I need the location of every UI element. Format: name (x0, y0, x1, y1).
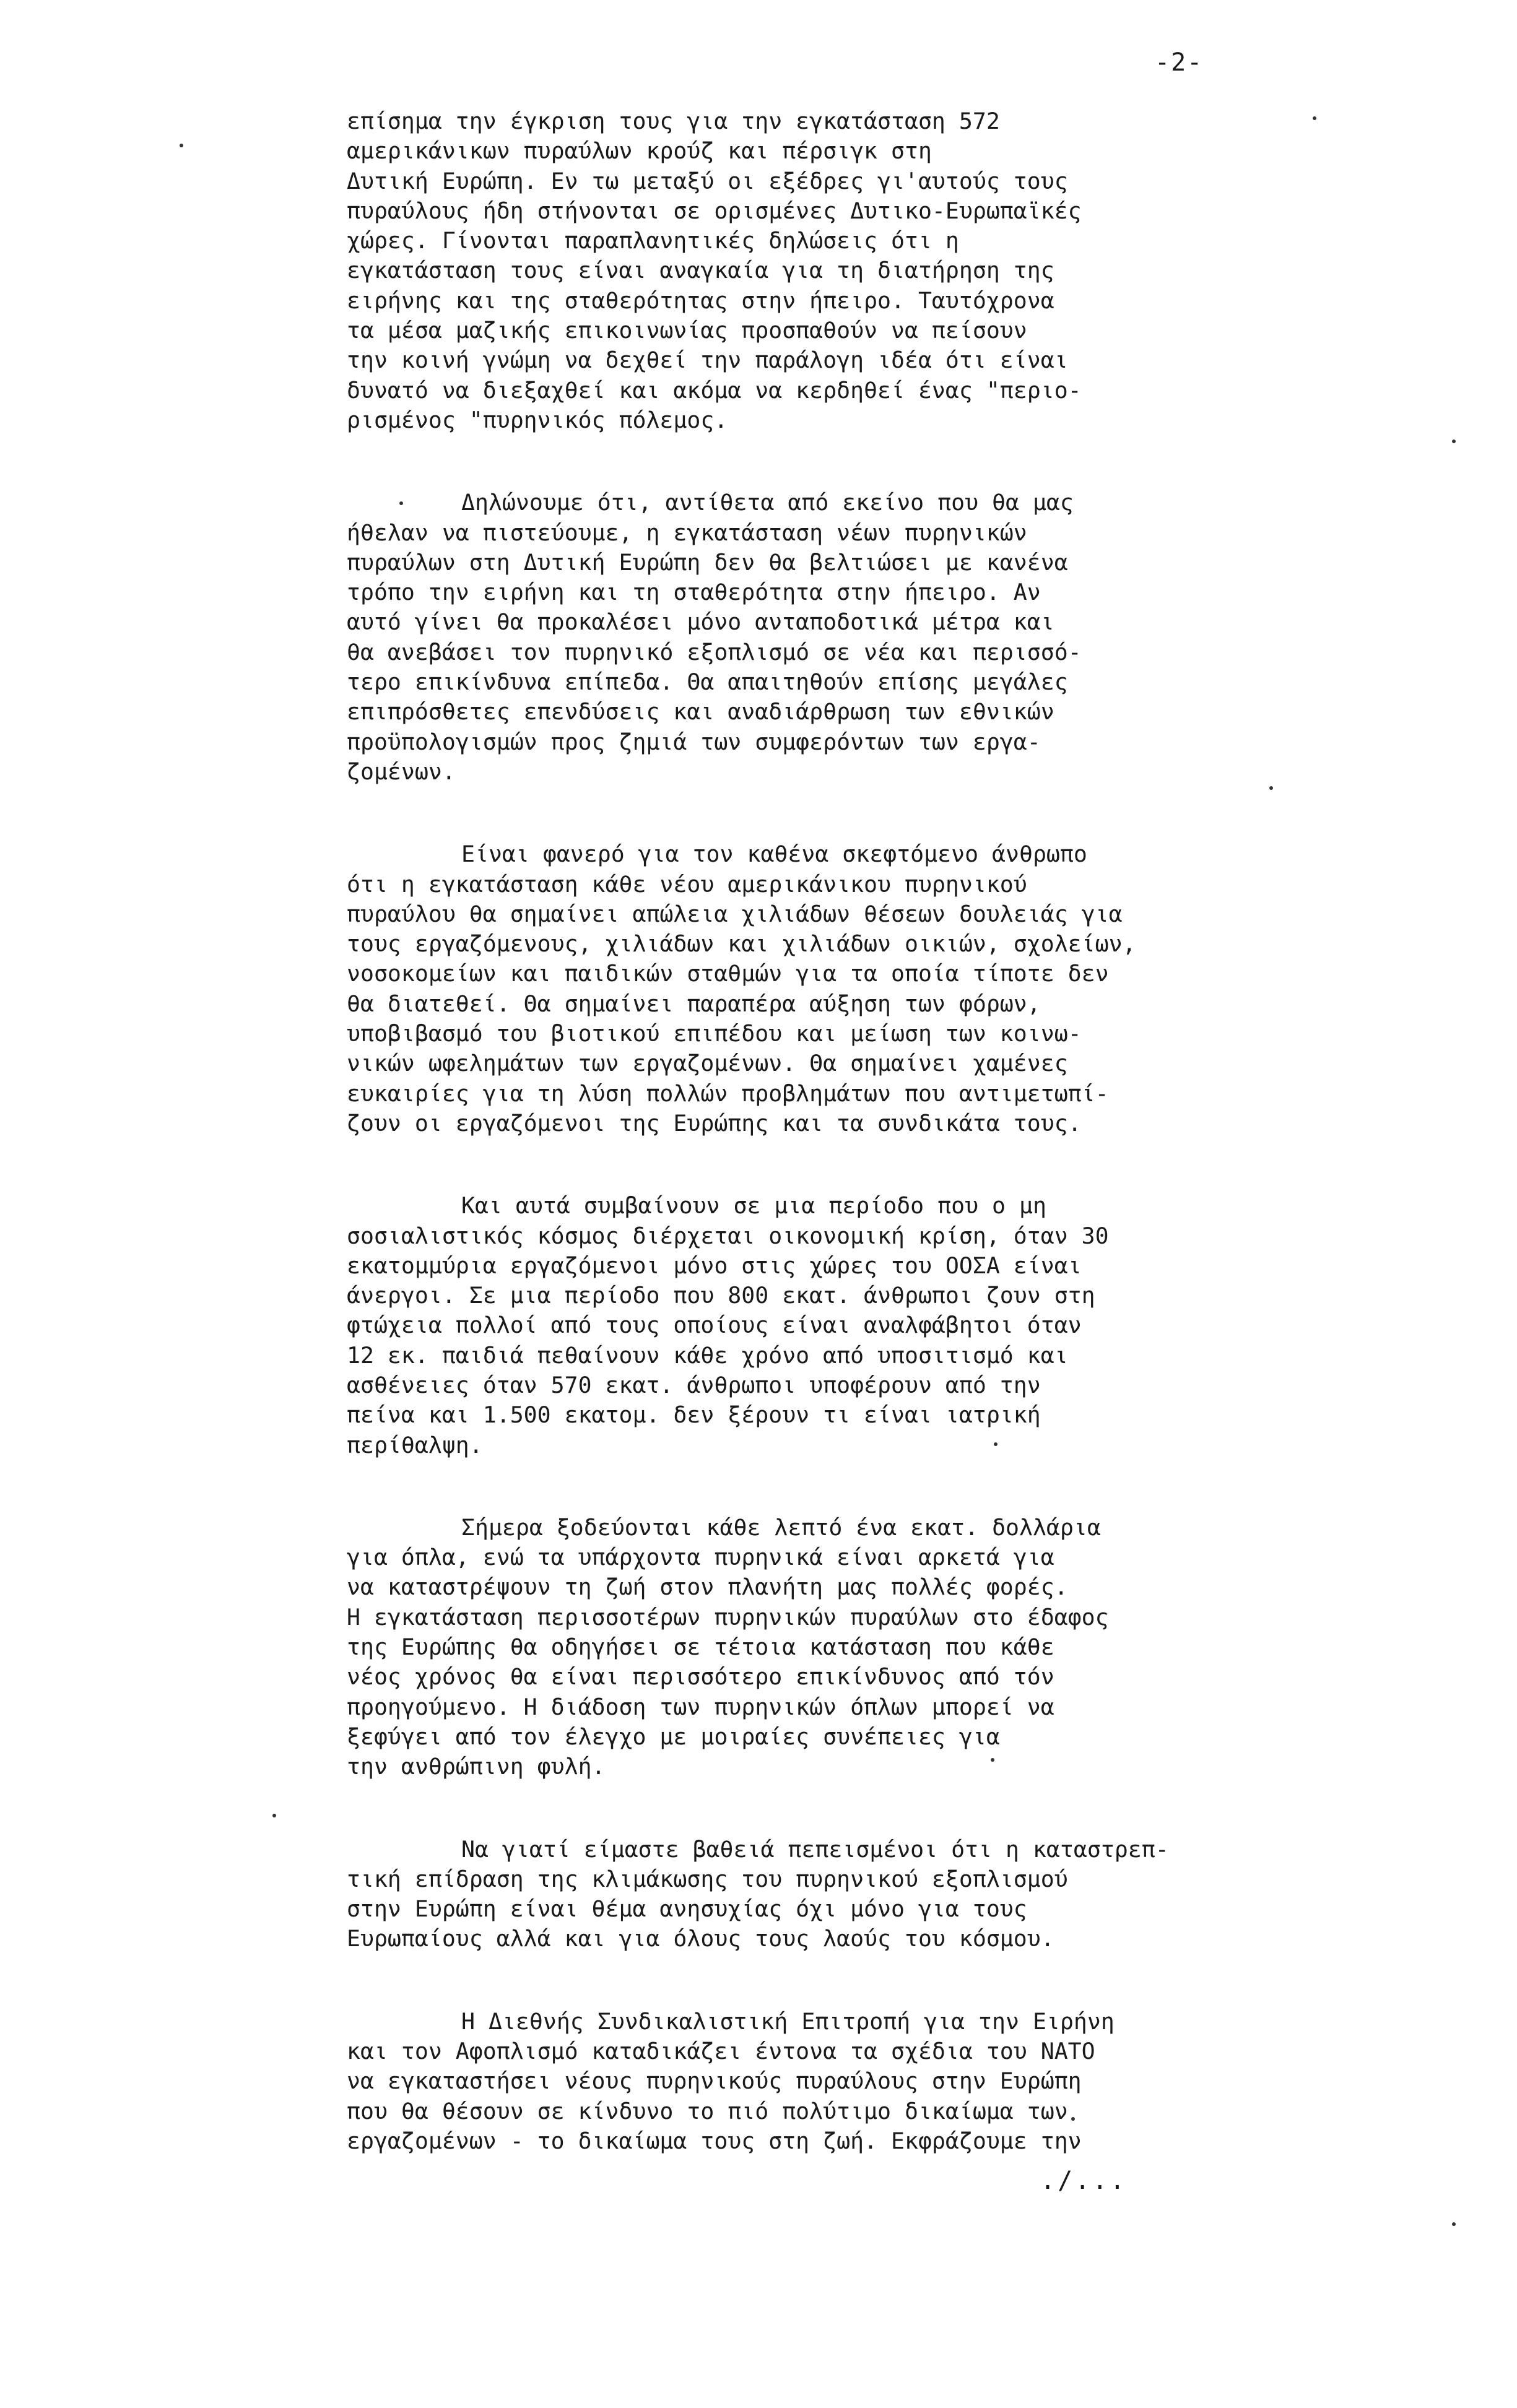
text-line: προϋπολογισμών προς ζημιά των συμφερόντων των εργα- (347, 728, 1041, 755)
text-line: επίσημα την έγκριση τους για την εγκατάσταση 572 (347, 108, 1000, 134)
text-line: ρισμένος "πυρηνικός πόλεμος. (347, 406, 728, 433)
continuation-mark: ./... (1040, 2167, 1128, 2195)
text-line: τική επίδραση της κλιμάκωσης του πυρηνικού εξοπλισμού (347, 1865, 1068, 1892)
text-line: να καταστρέψουν τη ζωή στον πλανήτη μας πολλές φορές. (347, 1574, 1068, 1601)
text-line: εκατομμύρια εργαζόμενοι μόνο στις χώρες του ΟΟΣΑ είναι (347, 1252, 1082, 1279)
text-line: θα ανεβάσει τον πυρηνικό εξοπλισμό σε νέα και περισσό- (347, 638, 1082, 665)
text-line: της Ευρώπης θα οδηγήσει σε τέτοια κατάσταση που κάθε (347, 1634, 1054, 1661)
text-line: πυραύλους ήδη στήνονται σε ορισμένες Δυτικο-Ευρωπαϊκές (347, 197, 1082, 224)
text-line: εργαζομένων - το δικαίωμα τους στη ζωή. Εκφράζουμε την (347, 2127, 1082, 2154)
paragraph-2 (347, 488, 1412, 787)
text-line: άνεργοι. Σε μια περίοδο που 800 εκατ. άνθρωποι ζουν στη (347, 1282, 1095, 1309)
text-line: πείνα και 1.500 εκατομ. δεν ξέρουν τι είναι ιατρική (347, 1401, 1041, 1429)
text-line: την κοινή γνώμη να δεχθεί την παράλογη ιδέα ότι είναι (347, 347, 1068, 374)
text-line: δυνατό να διεξαχθεί και ακόμα να κερδηθεί ένας "περιο- (347, 376, 1082, 404)
text-line: χώρες. Γίνονται παραπλανητικές δηλώσεις ότι η (347, 227, 959, 254)
scan-speck (1313, 116, 1316, 120)
text-line: πυραύλου θα σημαίνει απώλεια χιλιάδων θέσεων δουλειάς για (347, 900, 1123, 927)
scan-speck (180, 144, 183, 147)
text-line: νοσοκομείων και παιδικών σταθμών για τα οποία τίποτε δεν (347, 960, 1109, 987)
text-line: εγκατάσταση τους είναι αναγκαία για τη διατήρηση της (347, 257, 1054, 284)
text-line: νικών ωφελημάτων των εργαζομένων. Θα σημαίνει χαμένες (347, 1050, 1068, 1077)
scan-speck (399, 501, 403, 505)
text-line: αμερικάνικων πυραύλων κρούζ και πέρσιγκ στη (347, 137, 932, 165)
text-line: ήθελαν να πιστεύουμε, η εγκατάσταση νέων πυρηνικών (347, 519, 1027, 546)
scan-speck (1452, 2222, 1456, 2226)
text-line: θα διατεθεί. Θα σημαίνει παραπέρα αύξηση των φόρων, (347, 990, 1041, 1017)
text-line: Ευρωπαίους αλλά και για όλους τους λαούς του κόσμου. (347, 1925, 1054, 1952)
text-line: αυτό γίνει θα προκαλέσει μόνο ανταποδοτικά μέτρα και (347, 608, 1054, 636)
text-line: για όπλα, ενώ τα υπάρχοντα πυρηνικά είναι αρκετά για (347, 1544, 1054, 1571)
text-line: ασθένειες όταν 570 εκατ. άνθρωποι υποφέρουν από την (347, 1371, 1041, 1398)
text-line: ζουν οι εργαζόμενοι της Ευρώπης και τα συνδικάτα τους. (347, 1109, 1082, 1137)
paragraph-1 (347, 106, 1412, 435)
paragraph-3 (347, 839, 1412, 1138)
text-line: περίθαλψη. (347, 1431, 483, 1458)
text-line: υποβιβασμό του βιοτικού επιπέδου και μείωση των κοινω- (347, 1020, 1082, 1047)
text-line: νέος χρόνος θα είναι περισσότερο επικίνδυνος από τόν (347, 1663, 1054, 1691)
text-line: Να γιατί είμαστε βαθειά πεπεισμένοι ότι η καταστρεπ- (461, 1835, 1169, 1863)
text-line: τους εργαζόμενους, χιλιάδων και χιλιάδων οικιών, σχολείων, (347, 930, 1136, 958)
page-number: -2- (1155, 48, 1204, 77)
text-line: σοσιαλιστικός κόσμος διέρχεται οικονομική κρίση, όταν 30 (347, 1222, 1109, 1249)
text-line: προηγούμενο. Η διάδοση των πυρηνικών όπλων μπορεί να (347, 1693, 1054, 1720)
text-line: ευκαιρίες για τη λύση πολλών προβλημάτων που αντιμετωπί- (347, 1080, 1109, 1107)
scan-speck (994, 1442, 998, 1446)
text-line: και τον Αφοπλισμό καταδικάζει έντονα τα σχέδια του ΝΑΤΟ (347, 2038, 1095, 2065)
document-body (347, 106, 1412, 2156)
scan-speck (1269, 786, 1273, 790)
scan-speck (991, 1758, 994, 1762)
text-line: ξεφύγει από τον έλεγχο με μοιραίες συνέπειες για (347, 1723, 1000, 1750)
scan-speck (1452, 440, 1456, 443)
text-line: 12 εκ. παιδιά πεθαίνουν κάθε χρόνο από υποσιτισμό και (347, 1341, 1068, 1369)
text-line: την ανθρώπινη φυλή. (347, 1753, 606, 1780)
text-line: τερο επικίνδυνα επίπεδα. Θα απαιτηθούν επίσης μεγάλες (347, 669, 1068, 696)
paragraph-5 (347, 1513, 1412, 1782)
text-line: φτώχεια πολλοί από τους οποίους είναι αναλφάβητοι όταν (347, 1312, 1082, 1339)
text-line: Είναι φανερό για τον καθένα σκεφτόμενο άνθρωπο (461, 841, 1087, 868)
text-line: τρόπο την ειρήνη και τη σταθερότητα στην ήπειρο. Αν (347, 579, 1041, 606)
text-line: ότι η εγκατάσταση κάθε νέου αμερικάνικου πυρηνικού (347, 870, 1027, 898)
text-line: επιπρόσθετες επενδύσεις και αναδιάρθρωση των εθνικών (347, 698, 1054, 725)
text-line: ειρήνης και της σταθερότητας στην ήπειρο. Ταυτόχρονα (347, 287, 1054, 314)
text-line: Σήμερα ξοδεύονται κάθε λεπτό ένα εκατ. δολλάρια (461, 1514, 1101, 1541)
scan-speck (272, 1814, 276, 1817)
text-line: Δυτική Ευρώπη. Εν τω μεταξύ οι εξέδρες γι'αυτούς τους (347, 167, 1068, 194)
paragraph-6 (347, 1835, 1412, 1954)
text-line: που θα θέσουν σε κίνδυνο το πιό πολύτιμο δικαίωμα των (347, 2097, 1068, 2124)
text-line: Δηλώνουμε ότι, αντίθετα από εκείνο που θα μας (461, 489, 1074, 516)
text-line: να εγκαταστήσει νέους πυρηνικούς πυραύλους στην Ευρώπη (347, 2068, 1082, 2095)
text-line: ζομένων. (347, 758, 456, 785)
paragraph-4 (347, 1191, 1412, 1460)
scan-speck (1071, 2117, 1075, 2121)
text-line: τα μέσα μαζικής επικοινωνίας προσπαθούν να πείσουν (347, 317, 1027, 344)
text-line: Η Διεθνής Συνδικαλιστική Επιτροπή για την Ειρήνη (461, 2007, 1115, 2035)
paragraph-7 (347, 2007, 1412, 2156)
text-line: Και αυτά συμβαίνουν σε μια περίοδο που ο μη (461, 1192, 1046, 1219)
text-line: στην Ευρώπη είναι θέμα ανησυχίας όχι μόνο για τους (347, 1895, 1027, 1923)
text-line: πυραύλων στη Δυτική Ευρώπη δεν θα βελτιώσει με κανένα (347, 548, 1068, 576)
text-line: Η εγκατάσταση περισσοτέρων πυρηνικών πυραύλων στο έδαφος (347, 1603, 1109, 1631)
